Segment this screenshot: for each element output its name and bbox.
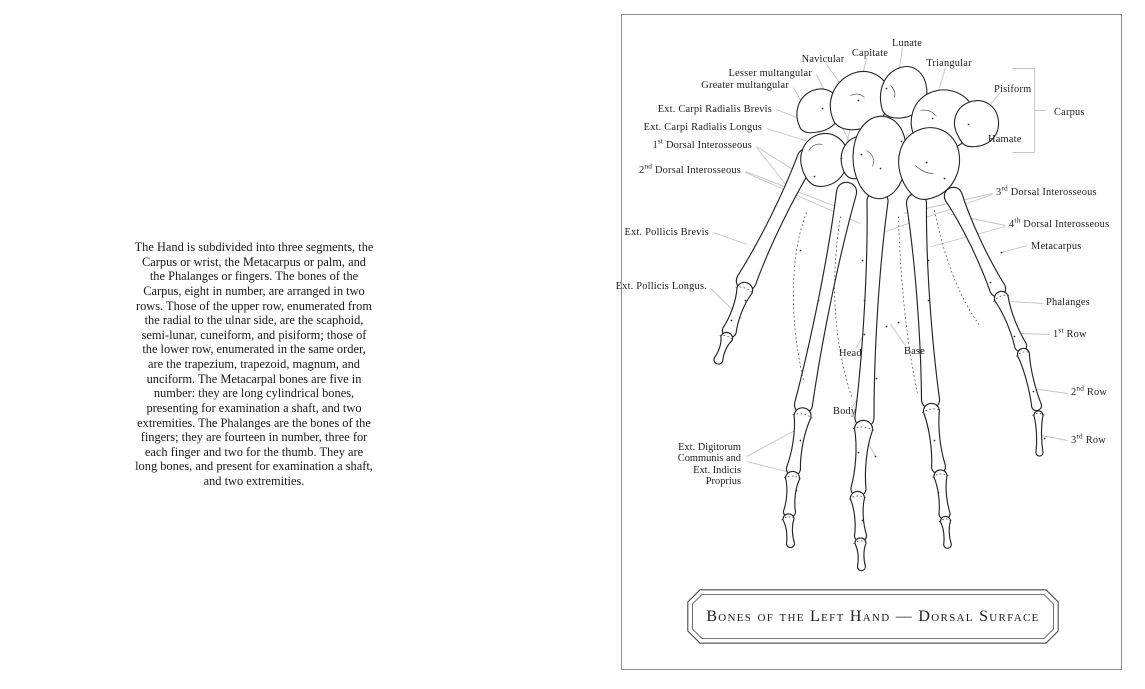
- label-ext-carpi-radialis-longus: Ext. Carpi Radialis Longus: [643, 122, 762, 133]
- label-hamate: Hamate: [988, 134, 1022, 145]
- label-navicular: Navicular: [801, 54, 845, 65]
- bone: [1034, 411, 1043, 456]
- bone: [783, 514, 795, 548]
- bone: [786, 408, 811, 476]
- label-lesser-multangular: Lesser multangular: [728, 68, 812, 79]
- label-capitate: Capitate: [851, 48, 889, 59]
- label-carpus: Carpus: [1054, 107, 1085, 118]
- bone: [794, 182, 856, 413]
- bone: [714, 332, 733, 364]
- label-base: Base: [904, 346, 925, 357]
- bone: [934, 470, 950, 519]
- label-3rd-row: 3rd Row: [1071, 431, 1106, 446]
- bone: [944, 187, 1005, 296]
- bone: [855, 538, 866, 571]
- label-1st-dorsal-interosseous: 1st Dorsal Interosseous: [652, 136, 752, 151]
- figure-panel: [615, 14, 1122, 670]
- label-2nd-row: 2nd Row: [1071, 383, 1108, 398]
- bone: [783, 471, 799, 517]
- intro-paragraph: The Hand is subdivided into three segments, the Carpus or wrist, the Metacarpus or palm, and the Phalanges or fingers. The bones of the Carpus, eight in number, are arranged in two rows. Those of the upper row, enumerated from the radial to the ulnar side, are the scaphoid, semi-lunar, cuneiform, and pisiform; those of the lower row, enumerated in the same order, are the trapezium, trapezoid, magnum, and unciform. The Metacarpal bones are five in number: they are long cylindrical bones, presenting for examination a shaft, and two extremities. The Phalanges are the bones of the fingers; they are fourteen in number, three for each finger and two for the thumb. They are long bones, and present for examination a shaft, and two extremities.: [134, 240, 374, 488]
- label-ext-pollicis-longus: Ext. Pollicis Longus.: [615, 281, 707, 292]
- label-ext-pollicis-brevis: Ext. Pollicis Brevis: [624, 227, 709, 238]
- label-3rd-dorsal-interosseous: 3rd Dorsal Interosseous: [996, 183, 1097, 198]
- bone: [722, 282, 752, 337]
- label-ext-digitorum-communis: Ext. Digitorum Communis and Ext. Indicis Proprius: [677, 442, 741, 487]
- bone: [906, 193, 939, 408]
- bone: [850, 491, 866, 541]
- label-head: Head: [839, 348, 862, 359]
- bone: [851, 420, 873, 496]
- figure-caption: Bones of the Left Hand — Dorsal Surface: [706, 607, 1040, 625]
- label-phalanges: Phalanges: [1046, 297, 1090, 308]
- label-metacarpus: Metacarpus: [1031, 241, 1082, 252]
- caption-box: [687, 589, 1059, 644]
- bone: [855, 191, 888, 427]
- bone: [1017, 348, 1041, 410]
- label-body: Body: [833, 406, 857, 417]
- bone: [940, 516, 951, 548]
- label-lunate: Lunate: [891, 38, 923, 49]
- label-1st-row: 1st Row: [1053, 325, 1087, 340]
- label-4th-dorsal-interosseous: 4th Dorsal Interosseous: [1009, 215, 1110, 230]
- bone: [924, 403, 946, 473]
- label-greater-multangular: Greater multangular: [701, 80, 789, 91]
- bone: [994, 291, 1026, 351]
- label-pisiform: Pisiform: [994, 84, 1032, 95]
- label-ext-carpi-radialis-brevis: Ext. Carpi Radialis Brevis: [657, 104, 772, 115]
- carpal-bones: [797, 67, 999, 200]
- label-triangular: Triangular: [926, 58, 972, 69]
- label-2nd-dorsal-interosseous: 2nd Dorsal Interosseous: [639, 161, 741, 176]
